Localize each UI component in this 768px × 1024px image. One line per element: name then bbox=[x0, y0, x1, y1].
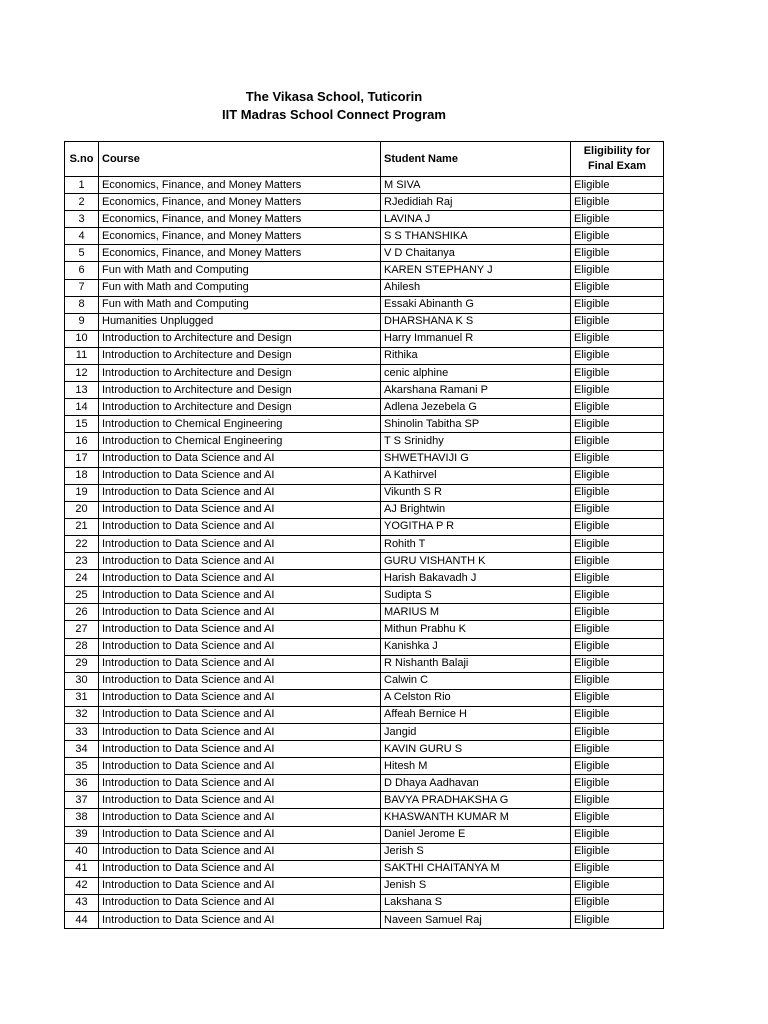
cell-sno: 30 bbox=[65, 672, 99, 689]
table-row bbox=[65, 177, 664, 194]
cell-course: Economics, Finance, and Money Matters bbox=[99, 245, 381, 262]
cell-student-name: A Kathirvel bbox=[381, 467, 571, 484]
table-row bbox=[65, 211, 664, 228]
table-row bbox=[65, 912, 664, 929]
cell-student-name: Hitesh M bbox=[381, 758, 571, 775]
table-row bbox=[65, 826, 664, 843]
cell-sno: 44 bbox=[65, 912, 99, 929]
table-row bbox=[65, 365, 664, 382]
table-row bbox=[65, 587, 664, 604]
cell-sno: 14 bbox=[65, 399, 99, 416]
table-row bbox=[65, 194, 664, 211]
cell-student-name: cenic alphine bbox=[381, 365, 571, 382]
cell-eligibility-status: Eligible bbox=[571, 758, 664, 775]
cell-sno: 4 bbox=[65, 228, 99, 245]
cell-course: Fun with Math and Computing bbox=[99, 279, 381, 296]
cell-eligibility-status: Eligible bbox=[571, 877, 664, 894]
cell-sno: 37 bbox=[65, 792, 99, 809]
table-row bbox=[65, 450, 664, 467]
cell-student-name: BAVYA PRADHAKSHA G bbox=[381, 792, 571, 809]
cell-student-name: RJedidiah Raj bbox=[381, 194, 571, 211]
header-student-name: Student Name bbox=[381, 142, 571, 177]
cell-sno: 23 bbox=[65, 553, 99, 570]
table-row bbox=[65, 638, 664, 655]
cell-student-name: Daniel Jerome E bbox=[381, 826, 571, 843]
cell-eligibility-status: Eligible bbox=[571, 621, 664, 638]
cell-course: Introduction to Data Science and AI bbox=[99, 467, 381, 484]
cell-student-name: SHWETHAVIJI G bbox=[381, 450, 571, 467]
cell-student-name: Mithun Prabhu K bbox=[381, 621, 571, 638]
cell-course: Introduction to Data Science and AI bbox=[99, 689, 381, 706]
cell-sno: 7 bbox=[65, 279, 99, 296]
cell-sno: 20 bbox=[65, 501, 99, 518]
table-row bbox=[65, 655, 664, 672]
cell-student-name: YOGITHA P R bbox=[381, 518, 571, 535]
cell-course: Introduction to Architecture and Design bbox=[99, 365, 381, 382]
table-body bbox=[65, 177, 664, 929]
cell-course: Fun with Math and Computing bbox=[99, 262, 381, 279]
cell-student-name: Shinolin Tabitha SP bbox=[381, 416, 571, 433]
table-row bbox=[65, 706, 664, 723]
cell-student-name: V D Chaitanya bbox=[381, 245, 571, 262]
cell-sno: 38 bbox=[65, 809, 99, 826]
cell-course: Introduction to Data Science and AI bbox=[99, 518, 381, 535]
cell-eligibility-status: Eligible bbox=[571, 689, 664, 706]
cell-eligibility-status: Eligible bbox=[571, 672, 664, 689]
cell-eligibility-status: Eligible bbox=[571, 570, 664, 587]
cell-course: Introduction to Data Science and AI bbox=[99, 741, 381, 758]
cell-student-name: KHASWANTH KUMAR M bbox=[381, 809, 571, 826]
cell-eligibility-status: Eligible bbox=[571, 262, 664, 279]
cell-course: Introduction to Data Science and AI bbox=[99, 484, 381, 501]
cell-course: Humanities Unplugged bbox=[99, 313, 381, 330]
cell-sno: 10 bbox=[65, 330, 99, 347]
cell-eligibility-status: Eligible bbox=[571, 604, 664, 621]
table-row bbox=[65, 535, 664, 552]
cell-student-name: Naveen Samuel Raj bbox=[381, 912, 571, 929]
cell-course: Introduction to Data Science and AI bbox=[99, 826, 381, 843]
cell-sno: 24 bbox=[65, 570, 99, 587]
cell-course: Introduction to Chemical Engineering bbox=[99, 416, 381, 433]
cell-eligibility-status: Eligible bbox=[571, 382, 664, 399]
cell-eligibility-status: Eligible bbox=[571, 724, 664, 741]
cell-sno: 34 bbox=[65, 741, 99, 758]
cell-course: Introduction to Architecture and Design bbox=[99, 382, 381, 399]
cell-course: Introduction to Data Science and AI bbox=[99, 570, 381, 587]
cell-sno: 1 bbox=[65, 177, 99, 194]
table-row bbox=[65, 330, 664, 347]
cell-sno: 11 bbox=[65, 347, 99, 364]
table-row bbox=[65, 382, 664, 399]
table-row bbox=[65, 894, 664, 911]
header-sno: S.no bbox=[65, 142, 99, 177]
cell-sno: 43 bbox=[65, 894, 99, 911]
table-row bbox=[65, 296, 664, 313]
cell-course: Introduction to Data Science and AI bbox=[99, 672, 381, 689]
cell-course: Introduction to Data Science and AI bbox=[99, 587, 381, 604]
cell-eligibility-status: Eligible bbox=[571, 826, 664, 843]
cell-student-name: KAREN STEPHANY J bbox=[381, 262, 571, 279]
table-row bbox=[65, 313, 664, 330]
table-row bbox=[65, 262, 664, 279]
cell-course: Introduction to Architecture and Design bbox=[99, 399, 381, 416]
cell-eligibility-status: Eligible bbox=[571, 894, 664, 911]
table-row bbox=[65, 570, 664, 587]
header-eligibility-line2: Final Exam bbox=[587, 160, 647, 172]
cell-sno: 28 bbox=[65, 638, 99, 655]
table-row bbox=[65, 228, 664, 245]
cell-eligibility-status: Eligible bbox=[571, 245, 664, 262]
cell-eligibility-status: Eligible bbox=[571, 501, 664, 518]
cell-sno: 8 bbox=[65, 296, 99, 313]
table-row bbox=[65, 501, 664, 518]
cell-eligibility-status: Eligible bbox=[571, 912, 664, 929]
cell-student-name: S S THANSHIKA bbox=[381, 228, 571, 245]
cell-course: Introduction to Data Science and AI bbox=[99, 809, 381, 826]
table-row bbox=[65, 775, 664, 792]
table-row bbox=[65, 553, 664, 570]
table-row bbox=[65, 621, 664, 638]
table-row bbox=[65, 245, 664, 262]
cell-eligibility-status: Eligible bbox=[571, 535, 664, 552]
cell-sno: 9 bbox=[65, 313, 99, 330]
cell-eligibility-status: Eligible bbox=[571, 843, 664, 860]
cell-eligibility-status: Eligible bbox=[571, 450, 664, 467]
header-eligibility-line1: Eligibility for bbox=[583, 145, 651, 157]
cell-sno: 39 bbox=[65, 826, 99, 843]
header-course: Course bbox=[99, 142, 381, 177]
cell-sno: 17 bbox=[65, 450, 99, 467]
cell-course: Introduction to Data Science and AI bbox=[99, 860, 381, 877]
cell-sno: 5 bbox=[65, 245, 99, 262]
cell-course: Introduction to Data Science and AI bbox=[99, 843, 381, 860]
table-row bbox=[65, 741, 664, 758]
cell-sno: 18 bbox=[65, 467, 99, 484]
table-row bbox=[65, 809, 664, 826]
cell-student-name: KAVIN GURU S bbox=[381, 741, 571, 758]
table-row bbox=[65, 689, 664, 706]
cell-eligibility-status: Eligible bbox=[571, 416, 664, 433]
cell-course: Introduction to Data Science and AI bbox=[99, 877, 381, 894]
cell-eligibility-status: Eligible bbox=[571, 553, 664, 570]
cell-course: Introduction to Chemical Engineering bbox=[99, 433, 381, 450]
document-title: The Vikasa School, Tuticorin bbox=[245, 89, 423, 104]
cell-sno: 42 bbox=[65, 877, 99, 894]
cell-sno: 3 bbox=[65, 211, 99, 228]
cell-sno: 2 bbox=[65, 194, 99, 211]
cell-student-name: AJ Brightwin bbox=[381, 501, 571, 518]
cell-student-name: Harish Bakavadh J bbox=[381, 570, 571, 587]
cell-eligibility-status: Eligible bbox=[571, 638, 664, 655]
cell-sno: 27 bbox=[65, 621, 99, 638]
cell-eligibility-status: Eligible bbox=[571, 706, 664, 723]
cell-student-name: GURU VISHANTH K bbox=[381, 553, 571, 570]
cell-course: Economics, Finance, and Money Matters bbox=[99, 211, 381, 228]
cell-course: Introduction to Data Science and AI bbox=[99, 501, 381, 518]
cell-course: Economics, Finance, and Money Matters bbox=[99, 194, 381, 211]
cell-student-name: LAVINA J bbox=[381, 211, 571, 228]
cell-course: Introduction to Data Science and AI bbox=[99, 604, 381, 621]
cell-course: Economics, Finance, and Money Matters bbox=[99, 228, 381, 245]
cell-eligibility-status: Eligible bbox=[571, 809, 664, 826]
cell-student-name: Affeah Bernice H bbox=[381, 706, 571, 723]
cell-eligibility-status: Eligible bbox=[571, 330, 664, 347]
cell-eligibility-status: Eligible bbox=[571, 433, 664, 450]
document-subtitle: IIT Madras School Connect Program bbox=[222, 107, 446, 122]
cell-sno: 16 bbox=[65, 433, 99, 450]
cell-sno: 12 bbox=[65, 365, 99, 382]
cell-student-name: DHARSHANA K S bbox=[381, 313, 571, 330]
header-eligibility bbox=[571, 142, 664, 177]
cell-student-name: MARIUS M bbox=[381, 604, 571, 621]
cell-student-name: Adlena Jezebela G bbox=[381, 399, 571, 416]
table-row bbox=[65, 843, 664, 860]
cell-student-name: A Celston Rio bbox=[381, 689, 571, 706]
cell-eligibility-status: Eligible bbox=[571, 279, 664, 296]
cell-eligibility-status: Eligible bbox=[571, 399, 664, 416]
cell-course: Introduction to Data Science and AI bbox=[99, 792, 381, 809]
cell-course: Introduction to Data Science and AI bbox=[99, 553, 381, 570]
cell-student-name: M SIVA bbox=[381, 177, 571, 194]
table-row bbox=[65, 758, 664, 775]
cell-eligibility-status: Eligible bbox=[571, 655, 664, 672]
table-row bbox=[65, 347, 664, 364]
table-row bbox=[65, 518, 664, 535]
cell-course: Introduction to Data Science and AI bbox=[99, 638, 381, 655]
cell-eligibility-status: Eligible bbox=[571, 587, 664, 604]
cell-sno: 15 bbox=[65, 416, 99, 433]
cell-student-name: Rohith T bbox=[381, 535, 571, 552]
cell-course: Introduction to Data Science and AI bbox=[99, 912, 381, 929]
cell-student-name: Harry Immanuel R bbox=[381, 330, 571, 347]
cell-eligibility-status: Eligible bbox=[571, 365, 664, 382]
cell-course: Introduction to Data Science and AI bbox=[99, 894, 381, 911]
cell-eligibility-status: Eligible bbox=[571, 467, 664, 484]
cell-student-name: Sudipta S bbox=[381, 587, 571, 604]
cell-student-name: Calwin C bbox=[381, 672, 571, 689]
cell-course: Introduction to Data Science and AI bbox=[99, 706, 381, 723]
cell-eligibility-status: Eligible bbox=[571, 228, 664, 245]
cell-course: Introduction to Architecture and Design bbox=[99, 347, 381, 364]
cell-sno: 19 bbox=[65, 484, 99, 501]
cell-eligibility-status: Eligible bbox=[571, 775, 664, 792]
cell-sno: 25 bbox=[65, 587, 99, 604]
cell-eligibility-status: Eligible bbox=[571, 484, 664, 501]
table-row bbox=[65, 433, 664, 450]
cell-eligibility-status: Eligible bbox=[571, 211, 664, 228]
cell-eligibility-status: Eligible bbox=[571, 347, 664, 364]
cell-eligibility-status: Eligible bbox=[571, 313, 664, 330]
table-row bbox=[65, 467, 664, 484]
cell-student-name: Jangid bbox=[381, 724, 571, 741]
header-row bbox=[65, 142, 664, 177]
table-header bbox=[65, 142, 664, 177]
cell-sno: 6 bbox=[65, 262, 99, 279]
cell-student-name: Akarshana Ramani P bbox=[381, 382, 571, 399]
cell-eligibility-status: Eligible bbox=[571, 296, 664, 313]
cell-sno: 40 bbox=[65, 843, 99, 860]
cell-student-name: Lakshana S bbox=[381, 894, 571, 911]
table-row bbox=[65, 604, 664, 621]
cell-eligibility-status: Eligible bbox=[571, 741, 664, 758]
cell-course: Introduction to Data Science and AI bbox=[99, 758, 381, 775]
cell-course: Introduction to Data Science and AI bbox=[99, 535, 381, 552]
cell-student-name: D Dhaya Aadhavan bbox=[381, 775, 571, 792]
cell-student-name: Kanishka J bbox=[381, 638, 571, 655]
table-row bbox=[65, 724, 664, 741]
cell-sno: 26 bbox=[65, 604, 99, 621]
cell-course: Economics, Finance, and Money Matters bbox=[99, 177, 381, 194]
table-row bbox=[65, 672, 664, 689]
cell-sno: 29 bbox=[65, 655, 99, 672]
table-row bbox=[65, 792, 664, 809]
cell-sno: 36 bbox=[65, 775, 99, 792]
cell-sno: 21 bbox=[65, 518, 99, 535]
cell-student-name: R Nishanth Balaji bbox=[381, 655, 571, 672]
cell-sno: 22 bbox=[65, 535, 99, 552]
table-row bbox=[65, 279, 664, 296]
cell-eligibility-status: Eligible bbox=[571, 860, 664, 877]
cell-sno: 13 bbox=[65, 382, 99, 399]
cell-course: Introduction to Data Science and AI bbox=[99, 450, 381, 467]
table-row bbox=[65, 484, 664, 501]
table-row bbox=[65, 399, 664, 416]
cell-eligibility-status: Eligible bbox=[571, 177, 664, 194]
cell-course: Introduction to Architecture and Design bbox=[99, 330, 381, 347]
cell-course: Introduction to Data Science and AI bbox=[99, 621, 381, 638]
cell-student-name: T S Srinidhy bbox=[381, 433, 571, 450]
cell-student-name: Ahilesh bbox=[381, 279, 571, 296]
table-row bbox=[65, 416, 664, 433]
cell-course: Introduction to Data Science and AI bbox=[99, 724, 381, 741]
cell-student-name: Essaki Abinanth G bbox=[381, 296, 571, 313]
cell-course: Fun with Math and Computing bbox=[99, 296, 381, 313]
cell-sno: 33 bbox=[65, 724, 99, 741]
cell-course: Introduction to Data Science and AI bbox=[99, 775, 381, 792]
cell-sno: 35 bbox=[65, 758, 99, 775]
cell-course: Introduction to Data Science and AI bbox=[99, 655, 381, 672]
table-row bbox=[65, 860, 664, 877]
cell-sno: 41 bbox=[65, 860, 99, 877]
cell-sno: 31 bbox=[65, 689, 99, 706]
cell-eligibility-status: Eligible bbox=[571, 194, 664, 211]
cell-student-name: Jerish S bbox=[381, 843, 571, 860]
table-row bbox=[65, 877, 664, 894]
cell-student-name: SAKTHI CHAITANYA M bbox=[381, 860, 571, 877]
eligibility-table bbox=[64, 141, 664, 929]
cell-eligibility-status: Eligible bbox=[571, 518, 664, 535]
cell-student-name: Rithika bbox=[381, 347, 571, 364]
cell-student-name: Jenish S bbox=[381, 877, 571, 894]
cell-sno: 32 bbox=[65, 706, 99, 723]
cell-student-name: Vikunth S R bbox=[381, 484, 571, 501]
cell-eligibility-status: Eligible bbox=[571, 792, 664, 809]
